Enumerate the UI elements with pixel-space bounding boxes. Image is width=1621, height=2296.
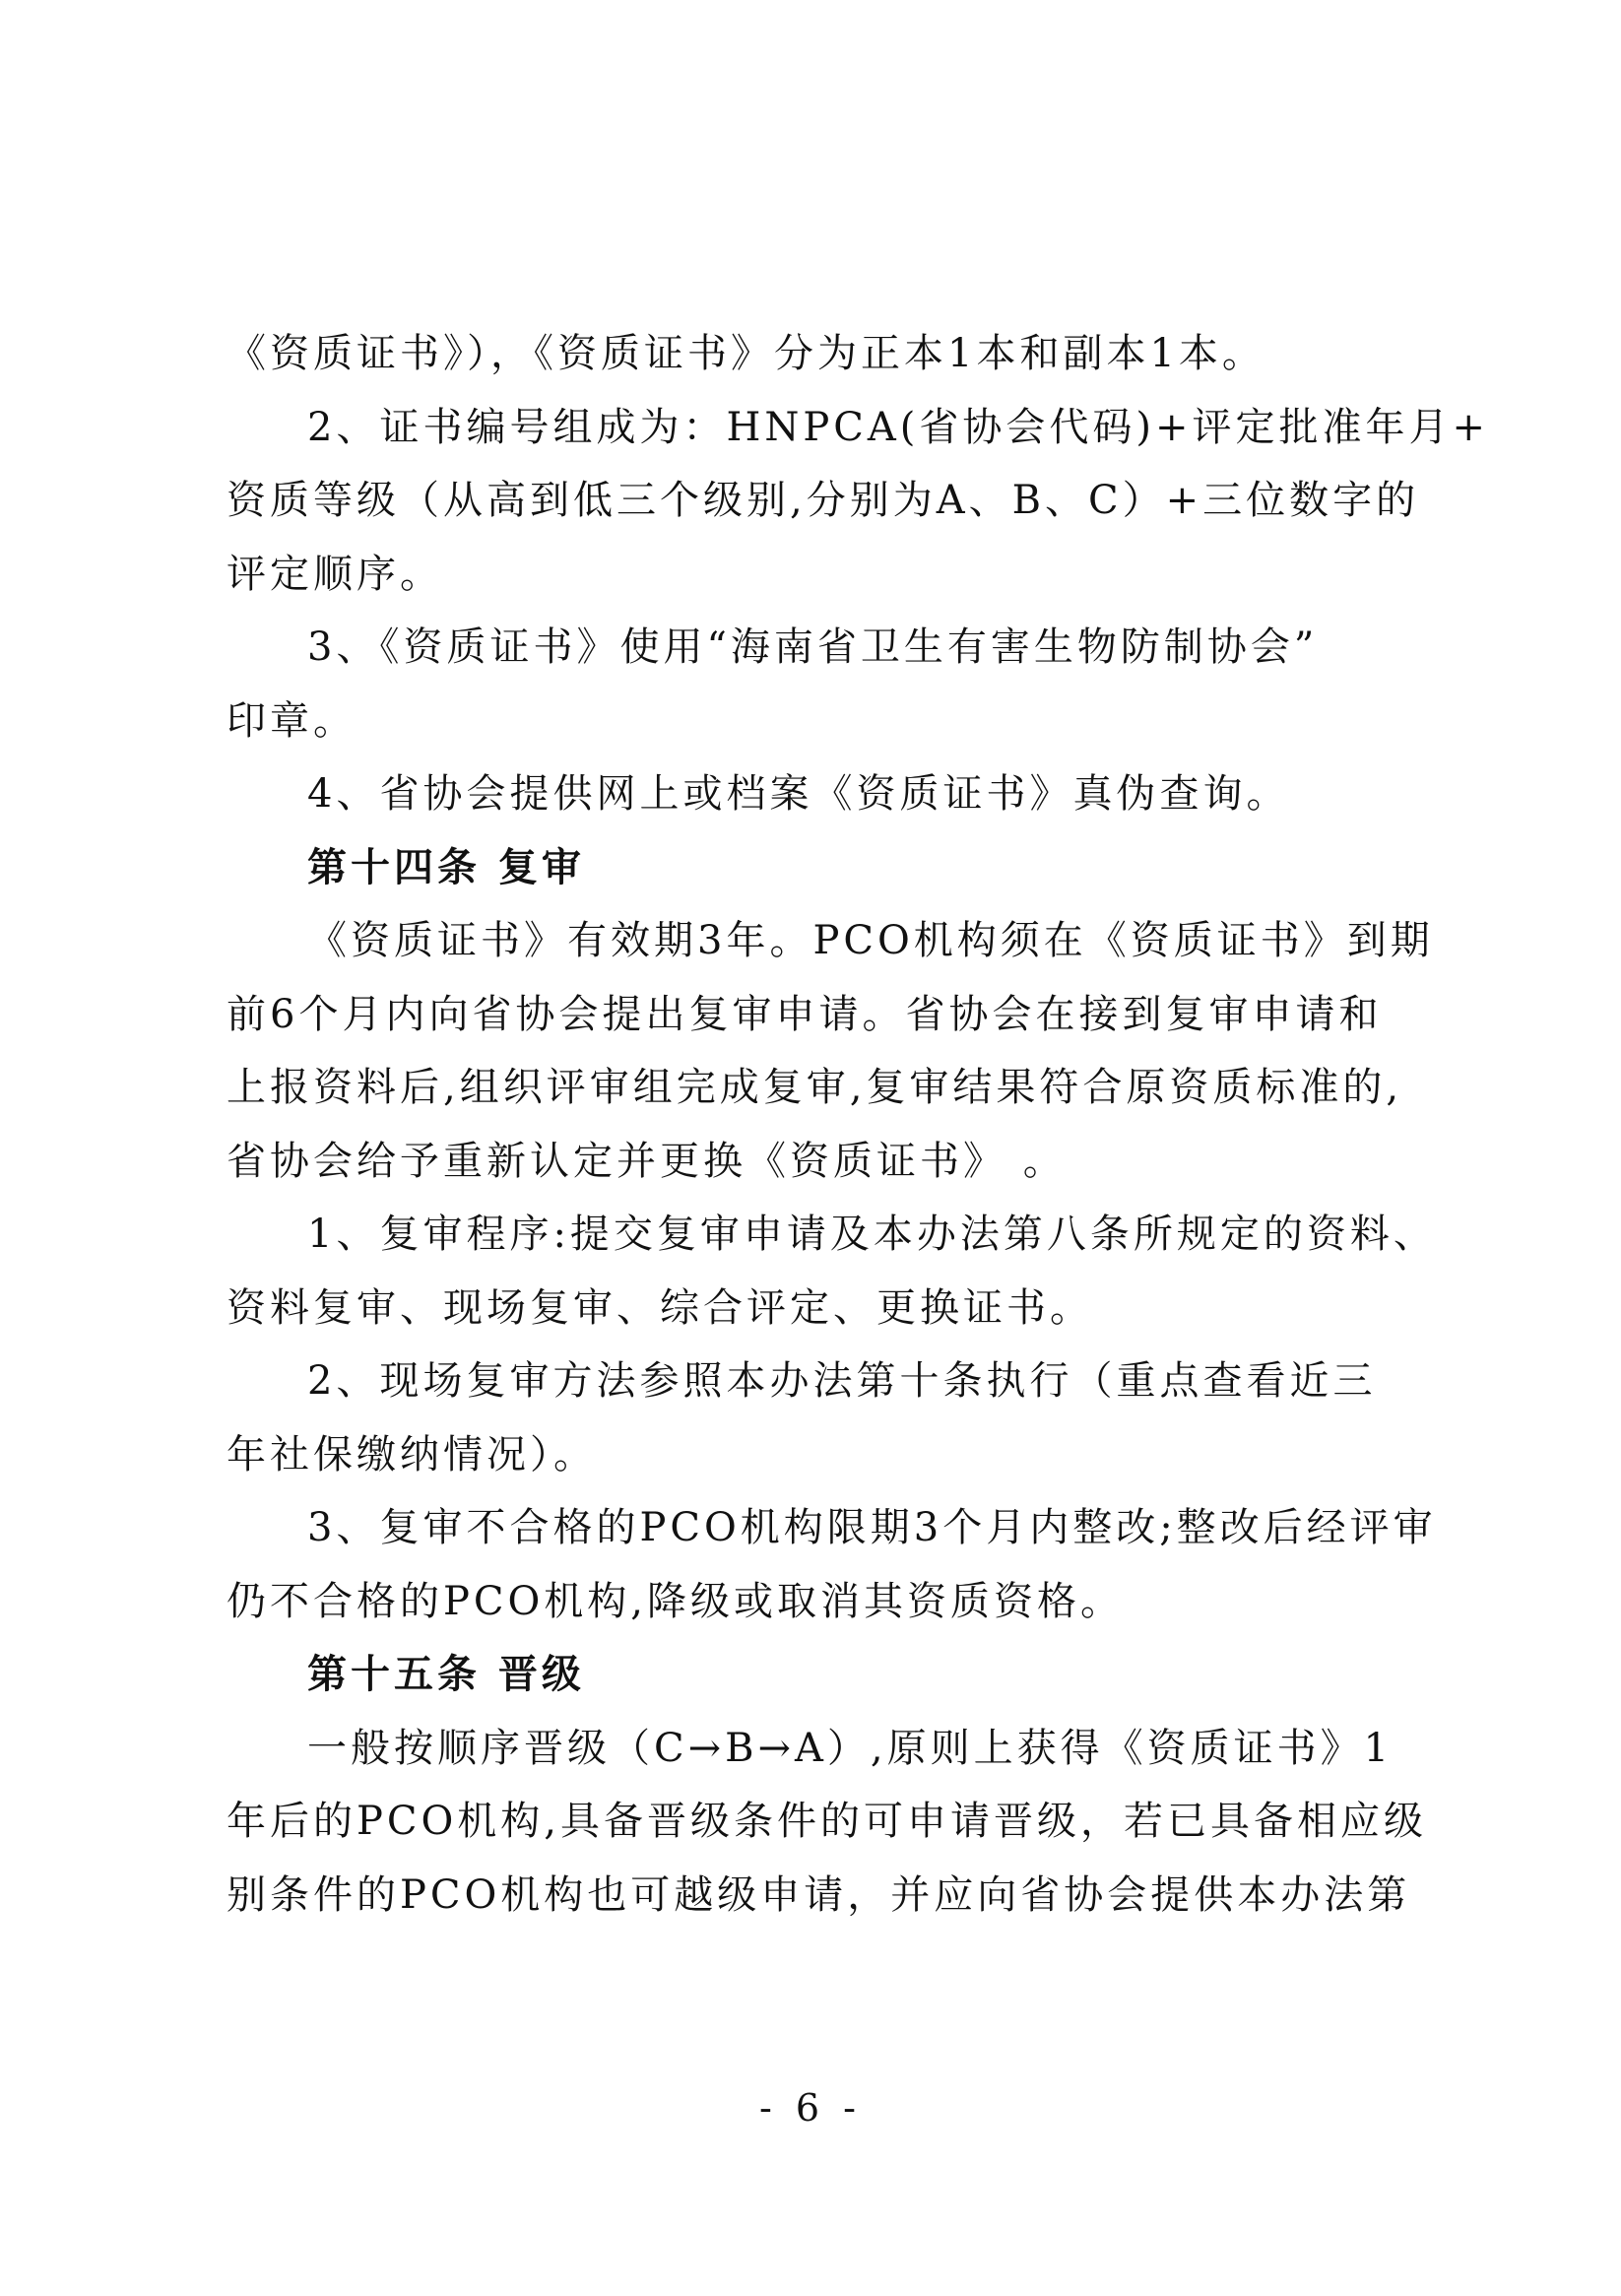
- text-line: 资料复审、现场复审、综合评定、更换证书。: [227, 1284, 1093, 1331]
- text-line: 1、复审程序:提交复审申请及本办法第八条所规定的资料、: [307, 1212, 1437, 1257]
- text-line: 3、《资质证书》使用“海南省卫生有害生物防制协会”: [307, 624, 1319, 670]
- text-line: 年后的PCO机构,具备晋级条件的可申请晋级，若已具备相应级: [227, 1799, 1428, 1844]
- text-line: 仍不合格的PCO机构,降级或取消其资质资格。: [227, 1578, 1125, 1624]
- section-heading: 第十四条 复审: [307, 843, 585, 890]
- text-line: 3、复审不合格的PCO机构限期3个月内整改;整改后经评审: [307, 1505, 1437, 1550]
- text-line: 2、证书编号组成为：HNPCA(省协会代码)+评定批准年月+: [307, 404, 1489, 450]
- section-heading: 第十五条 晋级: [307, 1651, 585, 1697]
- text-line: 4、省协会提供网上或档案《资质证书》真伪查询。: [307, 771, 1290, 817]
- text-line: 别条件的PCO机构也可越级申请，并应向省协会提供本办法第: [227, 1871, 1411, 1918]
- text-line: 年社保缴纳情况）。: [227, 1431, 597, 1477]
- text-line: 《资质证书》），《资质证书》分为正本1本和副本1本。: [227, 331, 1265, 376]
- text-line: 上报资料后,组织评审组完成复审,复审结果符合原资质标准的,: [227, 1065, 1403, 1110]
- text-line: 《资质证书》有效期3年。PCO机构须在《资质证书》到期: [307, 918, 1434, 963]
- page-number: - 6 -: [758, 2086, 862, 2130]
- text-line: 评定顺序。: [227, 551, 443, 597]
- text-line: 省协会给予重新认定并更换《资质证书》 。: [227, 1138, 1067, 1184]
- text-line: 印章。: [227, 697, 357, 744]
- document-body: [227, 317, 1489, 1932]
- text-line: 2、现场复审方法参照本办法第十条执行（重点查看近三: [307, 1358, 1377, 1404]
- text-line: 资质等级（从高到低三个级别,分别为A、B、C）+三位数字的: [227, 478, 1420, 523]
- text-line: 前6个月内向省协会提出复审申请。省协会在接到复审申请和: [227, 991, 1383, 1037]
- text-line: 一般按顺序晋级（C→B→A）,原则上获得《资质证书》1: [307, 1725, 1394, 1771]
